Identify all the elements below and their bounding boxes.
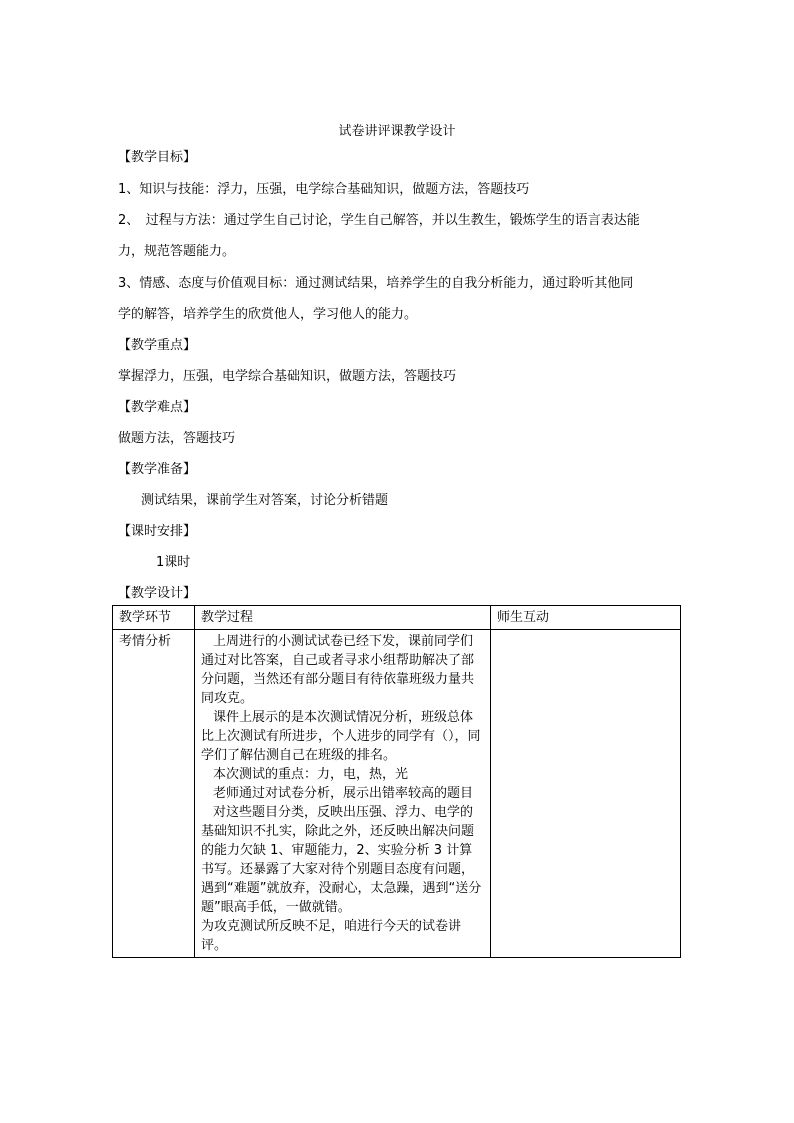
table-row [113, 630, 681, 958]
process-paragraph-1: 上周进行的小测试试卷已经下发，课前同学们通过对比答案，自己或者寻求小组帮助解决了部分问题，当然还有部分题目有待依靠班级力量共同攻克。 [201, 634, 475, 706]
cell-interaction [491, 630, 681, 958]
process-paragraph-5: 对这些题目分类，反映出压强、浮力、电学的基础知识不扎实，除此之外，还反映出解决问题的能力欠缺 1、审题能力，2、实验分析 3 计算书写。还暴露了大家对待个别题目态度有问题，遇到“难题”就放弃，没耐心，太急躁，遇到“送分题”眼高手低，一做就错。 [201, 805, 482, 915]
process-paragraph-6: 为攻克测试所反映不足，咱进行今天的试卷讲评。 [201, 919, 462, 953]
goals-heading: 【教学目标】 [118, 150, 197, 165]
process-paragraph-4: 老师通过对试卷分析，展示出错率较高的题目 [213, 786, 474, 801]
goal-process-line1: 2、 过程与方法：通过学生自己讨论，学生自己解答，并以生教生，锻炼学生的语言表达能 [118, 213, 640, 228]
goal-emotion-line2: 学的解答，培养学生的欣赏他人，学习他人的能力。 [118, 307, 418, 322]
document-title: 试卷讲评课教学设计 [338, 124, 456, 139]
schedule-text: 1课时 [156, 555, 191, 570]
process-paragraph-3: 本次测试的重点：力，电，热，光 [213, 767, 409, 782]
header-process: 教学过程 [195, 606, 491, 630]
schedule-heading: 【课时安排】 [118, 524, 197, 539]
key-text: 掌握浮力，压强，电学综合基础知识，做题方法，答题技巧 [118, 369, 457, 384]
difficulty-text: 做题方法，答题技巧 [118, 431, 236, 446]
teaching-design-table [112, 605, 681, 958]
difficulty-heading: 【教学难点】 [118, 400, 197, 415]
header-interaction: 师生互动 [491, 606, 681, 630]
cell-process [195, 630, 491, 958]
table-header-row [113, 606, 681, 630]
prep-heading: 【教学准备】 [118, 462, 197, 477]
process-paragraph-2: 课件上展示的是本次测试情况分析，班级总体比上次测试有所进步，个人进步的同学有（），同学们了解估测自己在班级的排名。 [201, 710, 481, 763]
prep-text: 测试结果，课前学生对答案，讨论分析错题 [141, 493, 389, 508]
goal-emotion-line1: 3、情感、态度与价值观目标：通过测试结果，培养学生的自我分析能力，通过聆听其他同 [118, 276, 634, 291]
goal-knowledge: 1、知识与技能：浮力，压强，电学综合基础知识，做题方法，答题技巧 [118, 182, 530, 197]
key-heading: 【教学重点】 [118, 338, 197, 353]
goal-process-line2: 力，规范答题能力。 [118, 244, 236, 259]
design-heading: 【教学设计】 [118, 586, 197, 601]
header-stage: 教学环节 [113, 606, 195, 630]
cell-stage: 考情分析 [113, 630, 195, 958]
